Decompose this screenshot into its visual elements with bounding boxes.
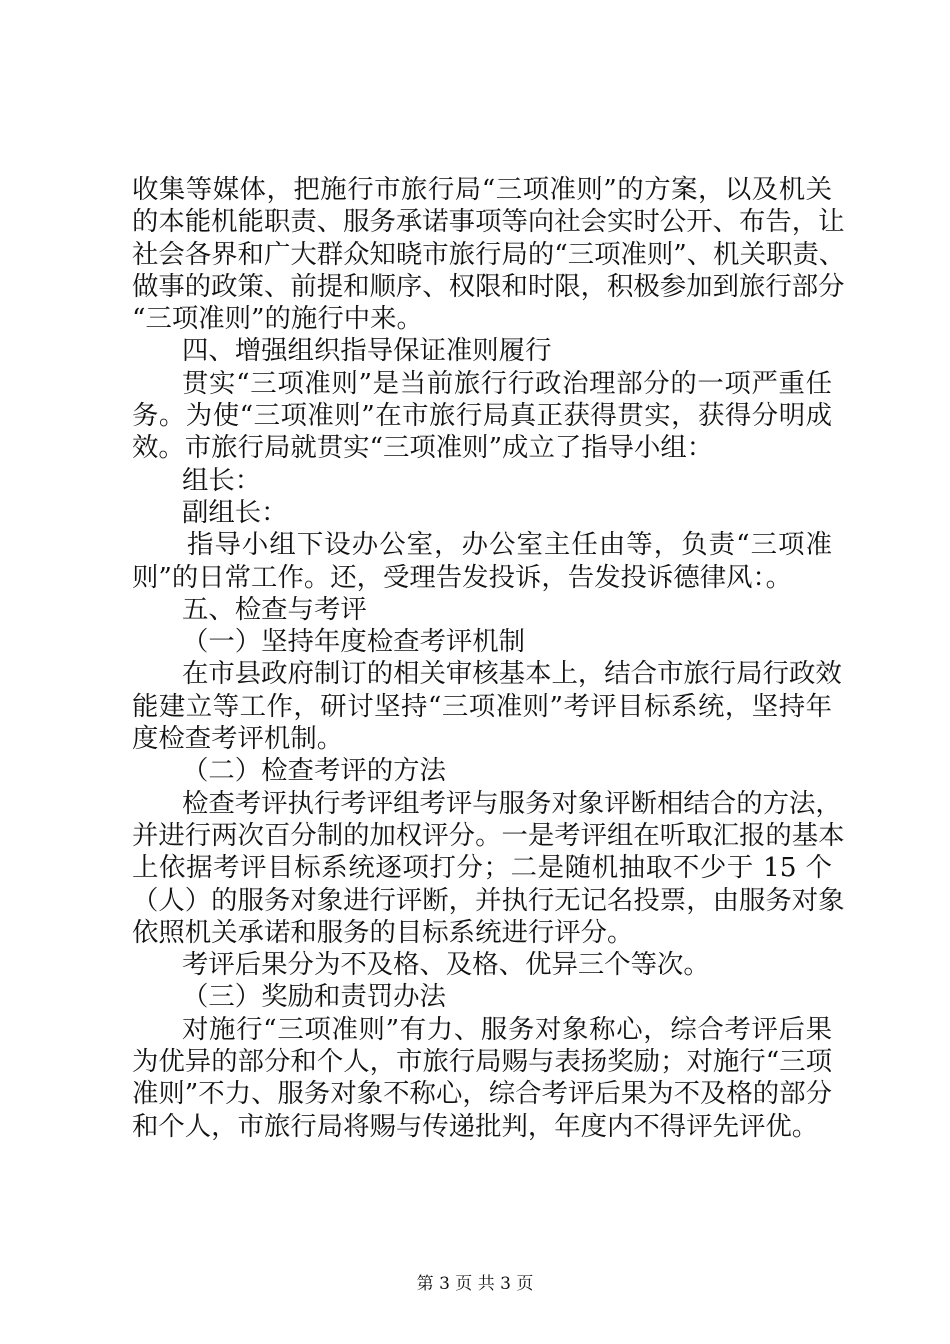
text-line: 收集等媒体，把施行市旅行局“三项准则”的方案，以及机关	[132, 174, 832, 205]
text-line: 五、检查与考评	[182, 593, 367, 625]
text-line: 四、增强组织指导保证准则履行	[182, 335, 552, 367]
text-line: 社会各界和广大群众知晓市旅行局的“三项准则”、机关职责、	[132, 238, 846, 270]
text-line: 副组长：	[182, 496, 288, 528]
text-line: （二）检查考评的方法	[182, 755, 446, 787]
text-line: 对施行“三项准则”有力、服务对象称心，综合考评后果	[182, 1013, 832, 1045]
text-line: 组长：	[182, 464, 262, 496]
text-line: 贯实“三项准则”是当前旅行行政治理部分的一项严重任	[182, 367, 832, 399]
text-line: 做事的政策、前提和顺序、权限和时限，积极参加到旅行部分	[132, 270, 845, 302]
text-line: 上依据考评目标系统逐项打分；二是随机抽取不少于 15 个	[132, 852, 832, 884]
text-line: 考评后果分为不及格、及格、优异三个等次。	[182, 949, 710, 981]
text-line: “三项准则”的施行中来。	[132, 303, 423, 335]
text-line: 在市县政府制订的相关审核基本上，结合市旅行局行政效	[182, 658, 842, 690]
text-line: （人）的服务对象进行评断，并执行无记名投票，由服务对象	[132, 884, 845, 916]
text-line: 准则”不力、服务对象不称心，综合考评后果为不及格的部分	[132, 1078, 832, 1110]
text-line: 检查考评执行考评组考评与服务对象评断相结合的方法，	[182, 787, 842, 819]
text-line: 为优异的部分和个人，市旅行局赐与表扬奖励；对施行“三项	[132, 1046, 832, 1078]
text-line: 依照机关承诺和服务的目标系统进行评分。	[132, 916, 634, 948]
text-line: 效。市旅行局就贯实“三项准则”成立了指导小组：	[132, 432, 714, 464]
text-line: （一）坚持年度检查考评机制	[182, 626, 526, 658]
text-line: 并进行两次百分制的加权评分。一是考评组在听取汇报的基本	[132, 819, 845, 851]
page-footer: 第 3 页 共 3 页	[416, 1274, 534, 1294]
text-line: 和个人，市旅行局将赐与传递批判，年度内不得评先评优。	[132, 1110, 819, 1142]
text-line: 指导小组下设办公室，办公室主任由等，负责“三项准	[187, 529, 832, 561]
text-line: 则”的日常工作。还，受理告发投诉，告发投诉德律风：。	[132, 561, 793, 593]
text-line: 度检查考评机制。	[132, 723, 344, 755]
document-body	[132, 174, 846, 1143]
text-line: 的本能机能职责、服务承诺事项等向社会实时公开、布告，让	[132, 206, 845, 238]
text-line: 能建立等工作，研讨坚持“三项准则”考评目标系统，坚持年	[132, 690, 832, 722]
text-line: 务。为使“三项准则”在市旅行局真正获得贯实，获得分明成	[132, 400, 832, 432]
text-line: （三）奖励和责罚办法	[182, 981, 446, 1013]
